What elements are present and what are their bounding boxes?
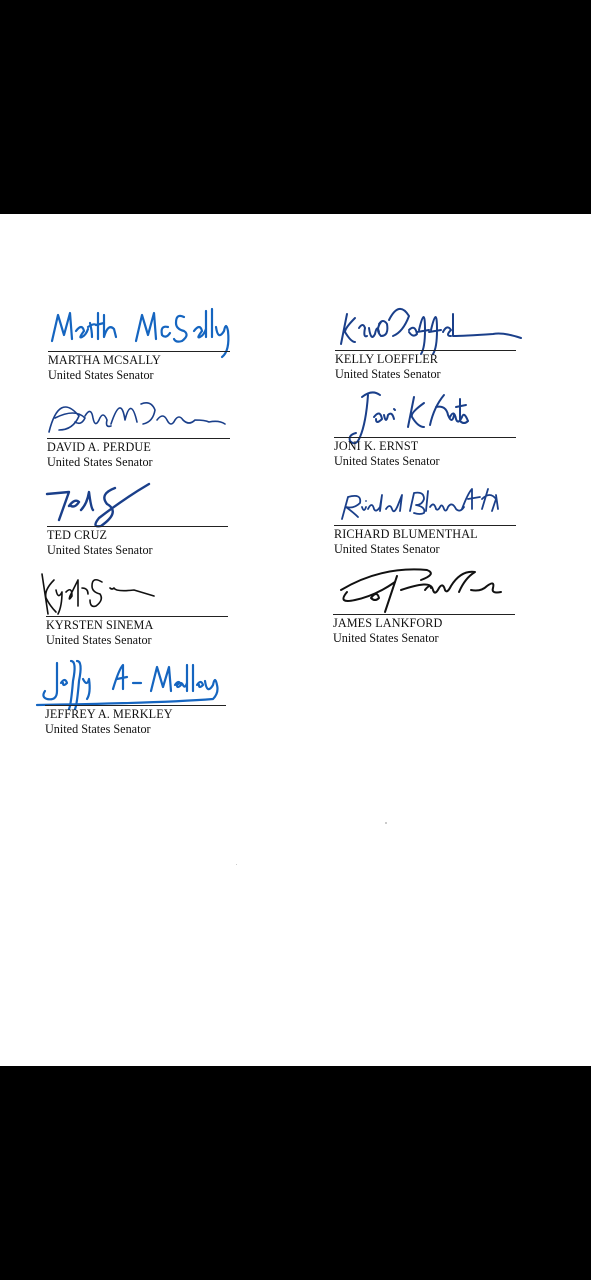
signer-name: TED CRUZ — [47, 528, 108, 542]
signer-title: United States Senator — [45, 722, 151, 736]
signer-name: KELLY LOEFFLER — [335, 352, 438, 366]
signer-name: JAMES LANKFORD — [333, 616, 443, 630]
signer-name: MARTHA MCSALLY — [48, 353, 161, 367]
signer-title: United States Senator — [334, 454, 440, 468]
scan-speck — [236, 864, 237, 865]
signer-name: RICHARD BLUMENTHAL — [334, 527, 478, 541]
signer-title: United States Senator — [333, 631, 439, 645]
signer-title: United States Senator — [48, 368, 154, 382]
signer-name: KYRSTEN SINEMA — [46, 618, 154, 632]
scan-speck — [385, 822, 387, 824]
document-page — [0, 214, 591, 1066]
signer-title: United States Senator — [47, 455, 153, 469]
signer-name: DAVID A. PERDUE — [47, 440, 151, 454]
signer-title: United States Senator — [47, 543, 153, 557]
signer-title: United States Senator — [46, 633, 152, 647]
signer-name: JEFFREY A. MERKLEY — [45, 707, 173, 721]
signer-title: United States Senator — [334, 542, 440, 556]
signer-title: United States Senator — [335, 367, 441, 381]
signer-name: JONI K. ERNST — [334, 439, 419, 453]
